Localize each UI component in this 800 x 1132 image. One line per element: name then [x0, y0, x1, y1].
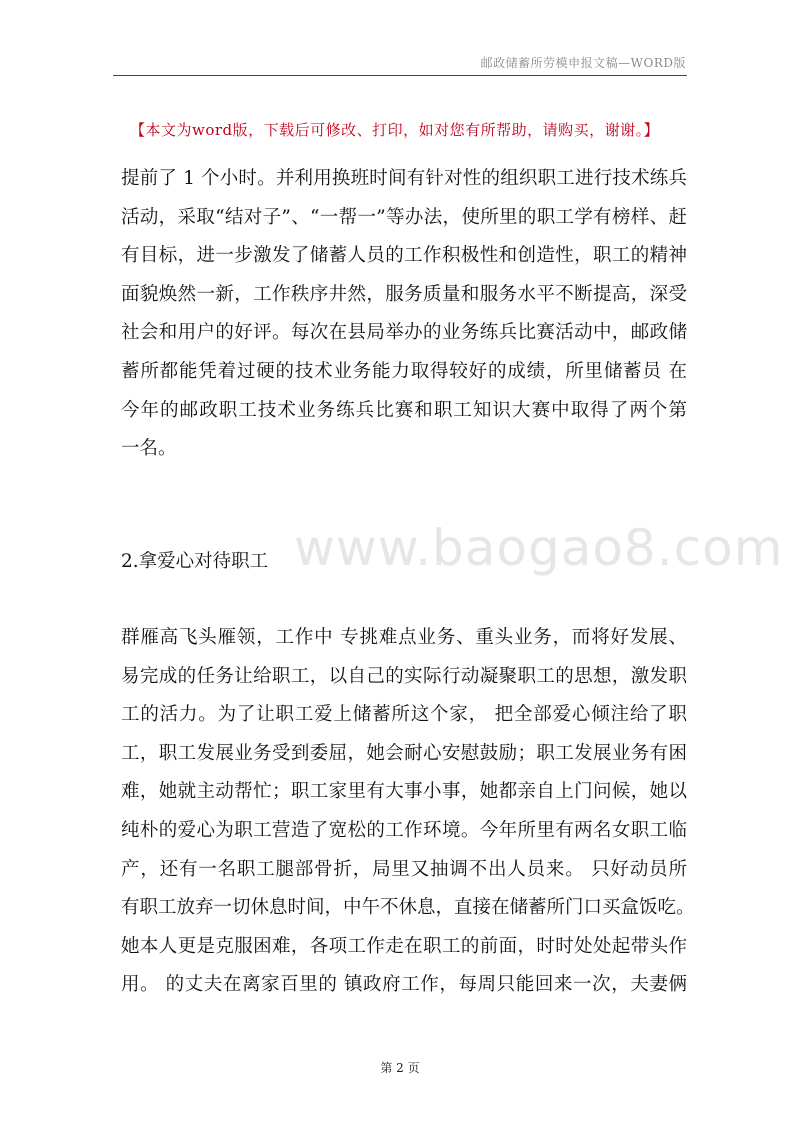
watermark: www.baogao8.com	[294, 519, 784, 577]
paragraph-line: 有职工放弃一切休息时间，中午不休息，直接在储蓄所门口买盒饭吃。	[121, 897, 695, 919]
paragraph-1	[121, 160, 687, 469]
paragraph-line: 产，还有一名职工腿部骨折，局里又抽调不出人员来。 只好动员所	[121, 858, 687, 880]
paragraph-line: 活动，采取“结对子”、“一帮一”等办法，使所里的职工学有榜样、赶	[121, 206, 687, 228]
paragraph-line: 一名。	[121, 438, 177, 460]
paragraph-line: 群雁高飞头雁领，工作中 专挑难点业务、重头业务，而将好发展、	[121, 627, 687, 648]
paragraph-line: 今年的邮政职工技术业务练兵比赛和职工知识大赛中取得了两个第	[121, 399, 687, 421]
paragraph-line: 用。 的丈夫在离家百里的 镇政府工作，每周只能回来一次，夫妻俩	[121, 974, 687, 996]
paragraph-line: 面貌焕然一新，工作秩序井然，服务质量和服务水平不断提高，深受	[121, 283, 687, 305]
header-divider	[113, 75, 687, 76]
paragraph-line: 社会和用户的好评。每次在县局举办的业务练兵比赛活动中，邮政储	[121, 322, 687, 344]
paragraph-line: 工，职工发展业务受到委屈，她会耐心安慰鼓励；职工发展业务有困	[121, 742, 687, 764]
paragraph-line: 难，她就主动帮忙；职工家里有大事小事，她都亲自上门问候，她以	[121, 781, 687, 803]
paragraph-line: 她本人更是克服困难，各项工作走在职工的前面，时时处处起带头作	[121, 935, 687, 957]
document-header-title: 邮政储蓄所劳模申报文稿—WORD版	[480, 56, 686, 70]
paragraph-line: 有目标，进一步激发了储蓄人员的工作积极性和创造性，职工的精神	[121, 245, 687, 267]
paragraph-line: 易完成的任务让给职工，以自己的实际行动凝聚职工的思想，激发职	[121, 665, 687, 687]
paragraph-2	[121, 619, 695, 1005]
page-number: 第 2 页	[380, 1061, 420, 1075]
paragraph-line: 工的活力。为了让职工爱上储蓄所这个家， 把全部爱心倾注给了职	[121, 704, 687, 726]
paragraph-line: 蓄所都能凭着过硬的技术业务能力取得较好的成绩，所里储蓄员 在	[121, 360, 687, 382]
purchase-notice: 【本文为word版，下载后可修改、打印，如对您有所帮助，请购买，谢谢。】	[130, 121, 660, 139]
paragraph-line: 提前了 1 个小时。并利用换班时间有针对性的组织职工进行技术练兵	[121, 168, 687, 189]
section-heading: 2.拿爱心对待职工	[121, 551, 269, 572]
paragraph-line: 纯朴的爱心为职工营造了宽松的工作环境。今年所里有两名女职工临	[121, 819, 687, 841]
